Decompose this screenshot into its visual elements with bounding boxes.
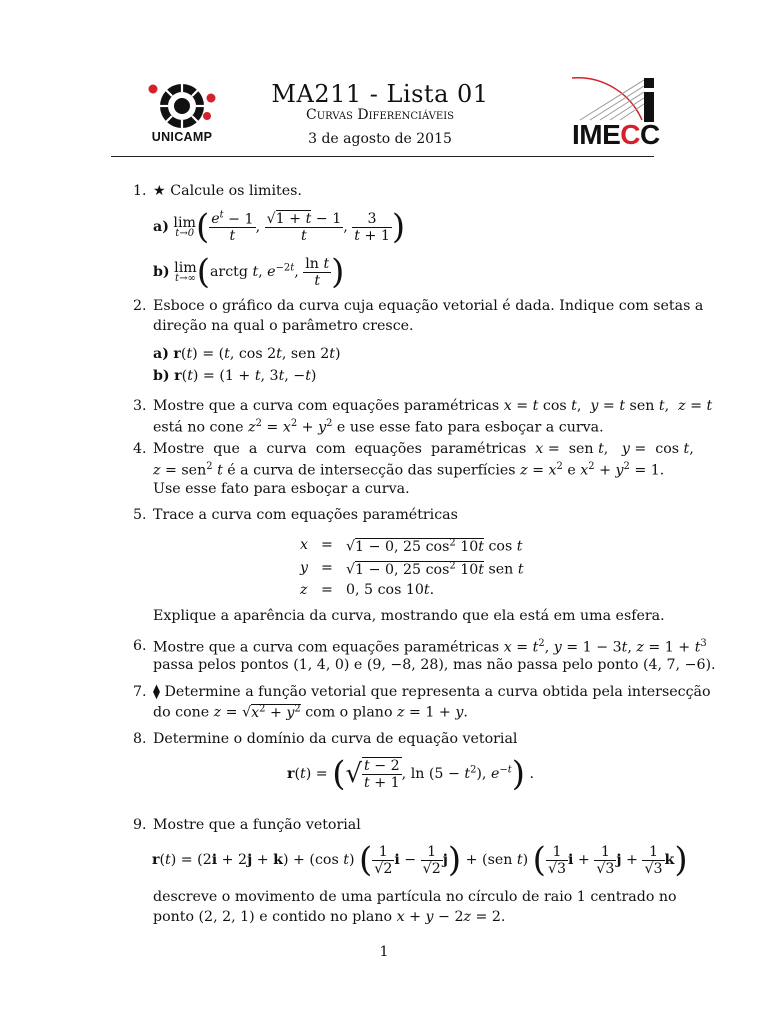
problem-1b: b) lim t→∞ (arctg t, $e^{-2t}$, $\frac{\text{ln t}}{t}$ ) [153, 252, 345, 292]
equals-sign: = [321, 582, 333, 598]
problem-5-eq-y: y [300, 560, 309, 576]
problem-7-text-line2: do cone $z = √x^2 + y^2$ com o plano z = 1 + y. [153, 703, 468, 721]
problem-5-eq-x-rhs: √1 − 0, 25 $\cos^2 10t$ cos t [346, 537, 523, 555]
problem-2-text-line2: direção na qual o parâmetro cresce. [153, 318, 414, 334]
problem-9-text-line2: descreve o movimento de uma partícula no círculo de raio 1 centrado no [153, 889, 677, 905]
problem-5-eq-z-rhs: 0, 5 cos 10t. [346, 582, 435, 598]
problem-9-text-line3: ponto (2, 2, 1) e contido no plano x + y − 2z = 2. [153, 909, 506, 925]
imecc-logo [570, 76, 656, 122]
problem-6-text-line1: Mostre que a curva com equações paramétricas $x = t^2$, y = 1 − 3t, $z = 1 + t^3$ [153, 638, 707, 656]
problem-4-text-line2: z = sen$^2$ t é a curva de intersecção das superfícies $z = x^2$ e $x^2 + y^2 = 1$. [153, 461, 665, 479]
document-subtitle: Curvas Diferenciáveis [305, 107, 455, 123]
problem-2b: b) r(t) = (1 + t, 3t, −t) [153, 368, 317, 384]
problem-4-text-line3: Use esse fato para esboçar a curva. [153, 481, 410, 497]
problem-2-text-line1: Esboce o gráfico da curva cuja equação vetorial é dada. Indique com setas a [153, 298, 704, 314]
problem-4-number: 4. [133, 441, 147, 457]
diamond-icon: ⧫ [153, 684, 161, 700]
problem-1-text: ★ Calcule os limites. [153, 183, 302, 199]
problem-5-eq-x: x [300, 537, 309, 553]
problem-8-text-line1: Determine o domínio da curva de equação vetorial [153, 731, 518, 747]
problem-3-text-line1: Mostre que a curva com equações paramétricas x = t cos t, y = t sen t, z = t [153, 398, 713, 414]
document-title: MA211 - Lista 01 [271, 80, 489, 108]
problem-5-eq-z: z [300, 582, 308, 598]
problem-8-equation: r(t) = (√ $\frac{t - 2}{t + 1}$ , $\ln (5 - t^2)$, $e^{-t}$) . [287, 754, 534, 794]
star-icon: ★ [153, 183, 166, 199]
problem-2-number: 2. [133, 298, 147, 314]
unicamp-logo [137, 76, 227, 130]
problem-6-text-line2: passa pelos pontos (1, 4, 0) e (9, −8, 28), mas não passa pelo ponto (4, 7, −6). [153, 657, 716, 673]
problem-3-number: 3. [133, 398, 147, 414]
problem-9-text-line1: Mostre que a função vetorial [153, 817, 361, 833]
equals-sign: = [321, 537, 333, 553]
problem-9-number: 9. [133, 817, 147, 833]
unicamp-logo-text: UNICAMP [151, 130, 213, 144]
problem-5-number: 5. [133, 507, 147, 523]
problem-5-eq-y-rhs: √1 − 0, 25 $\cos^2 10t$ sen t [346, 560, 524, 578]
header-rule [111, 156, 654, 157]
imecc-logo-text: IMECC [572, 119, 660, 150]
problem-7-text-line1: ⧫ Determine a função vetorial que representa a curva obtida pela intersecção [153, 684, 711, 700]
problem-9-equation: r(t) = (2i + 2j + k) + (cos t) ( $\frac{1}{√2}$ i − $\frac{1}{√2}$ j) + (sen t) ( $\frac{1}{√3}$ i + $\frac{1}{√3}$ j + $\frac{1}{√3}$ k) [152, 840, 688, 880]
problem-5-text-line1: Trace a curva com equações paramétricas [153, 507, 458, 523]
problem-7-number: 7. [133, 684, 147, 700]
problem-6-number: 6. [133, 638, 147, 654]
problem-5-text-line2: Explique a aparência da curva, mostrando que ela está em uma esfera. [153, 608, 665, 624]
equals-sign: = [321, 560, 333, 576]
document-date: 3 de agosto de 2015 [308, 131, 452, 147]
problem-1a: a) lim t→0 ( $\frac{e^t - 1}{t}$ , $\frac{√1 + t - 1}{t}$ , $\frac{3}{t + 1}$ ) [153, 207, 406, 247]
problem-3-text-line2: está no cone $z^2 = x^2 + y^2$ e use esse fato para esboçar a curva. [153, 418, 604, 436]
problem-1-number: 1. [133, 183, 147, 199]
problem-2a: a) r(t) = (t, cos 2t, sen 2t) [153, 346, 341, 362]
problem-4-text-line1: Mostre que a curva com equações paramétricas x = sen t, y = cos t, [153, 441, 694, 457]
problem-8-number: 8. [133, 731, 147, 747]
page-number: 1 [379, 944, 389, 960]
